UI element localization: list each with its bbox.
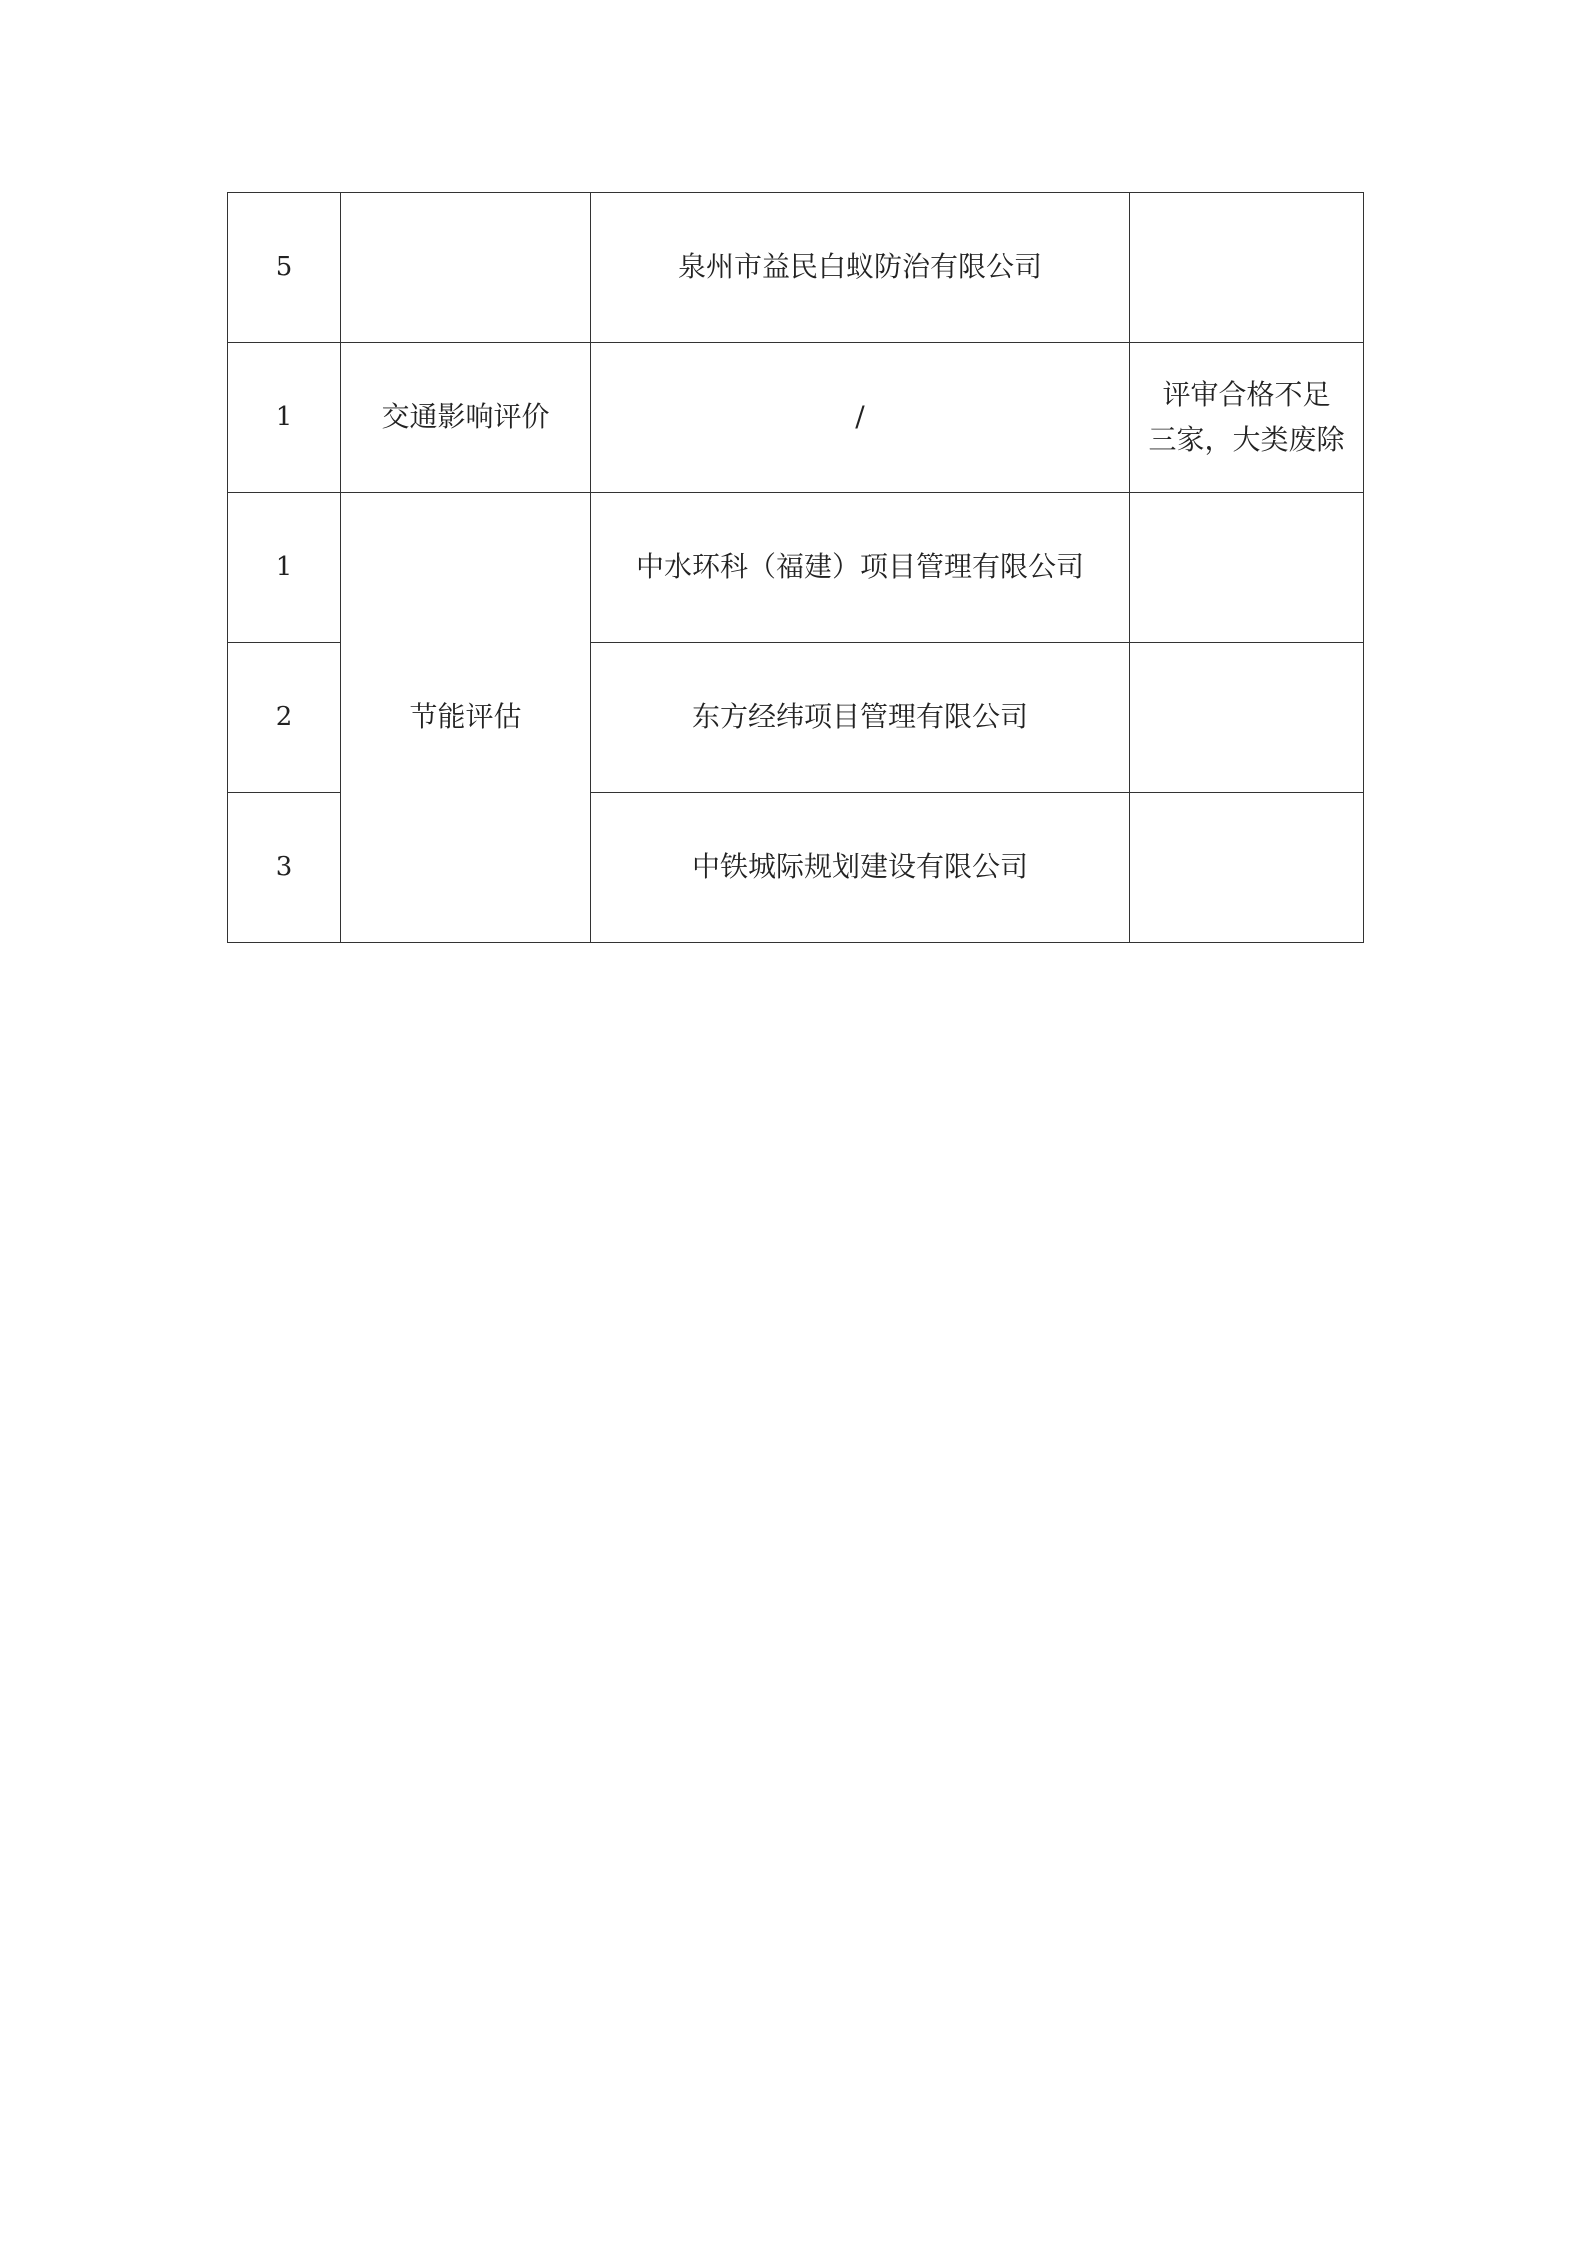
table-row bbox=[228, 493, 1364, 643]
category-cell: 节能评估 bbox=[341, 493, 591, 943]
row-number: 1 bbox=[228, 493, 341, 643]
company-name: 中水环科（福建）项目管理有限公司 bbox=[591, 493, 1130, 643]
company-name: 中铁城际规划建设有限公司 bbox=[591, 793, 1130, 943]
row-number: 5 bbox=[228, 193, 341, 343]
company-name: / bbox=[591, 343, 1130, 493]
row-number: 2 bbox=[228, 643, 341, 793]
note-cell bbox=[1130, 193, 1364, 343]
category-cell bbox=[341, 193, 591, 343]
note-cell bbox=[1130, 793, 1364, 943]
table-row bbox=[228, 343, 1364, 493]
row-number: 3 bbox=[228, 793, 341, 943]
table-row bbox=[228, 193, 1364, 343]
note-cell bbox=[1130, 493, 1364, 643]
note-line: 三家，大类废除 bbox=[1148, 422, 1345, 456]
company-name: 泉州市益民白蚁防治有限公司 bbox=[591, 193, 1130, 343]
qualification-table bbox=[227, 192, 1364, 943]
note-line: 评审合格不足 bbox=[1162, 377, 1331, 411]
category-cell: 交通影响评价 bbox=[341, 343, 591, 493]
note-cell bbox=[1130, 643, 1364, 793]
company-name: 东方经纬项目管理有限公司 bbox=[591, 643, 1130, 793]
row-number: 1 bbox=[228, 343, 341, 493]
note-cell bbox=[1130, 343, 1364, 493]
